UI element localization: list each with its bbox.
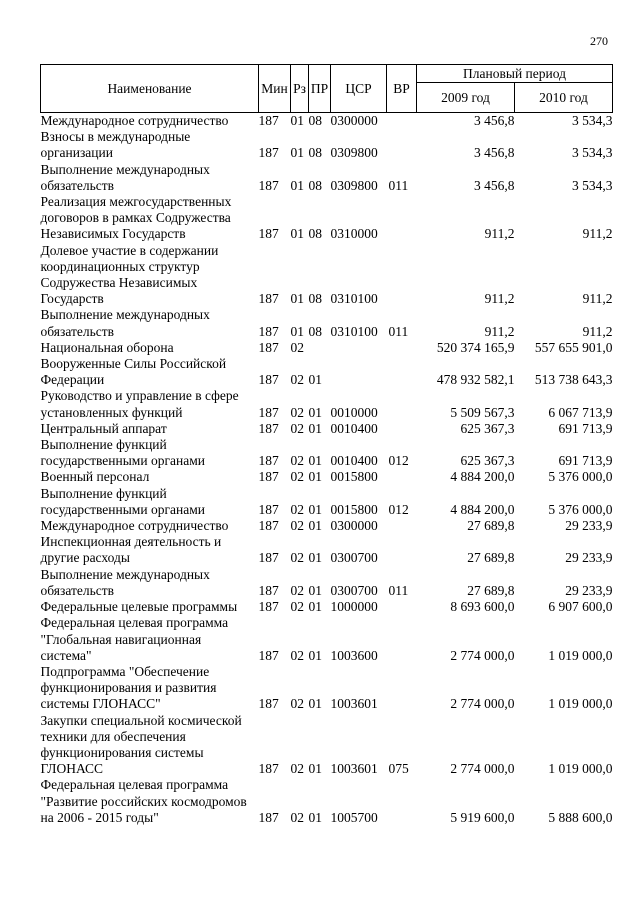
row-name-line: Международное сотрудничество xyxy=(40,518,229,534)
row-name-line: Реализация межгосударственных xyxy=(40,194,232,210)
row-rz: 02 xyxy=(290,372,304,388)
row-name-line: другие расходы xyxy=(40,550,130,566)
row-pr: 01 xyxy=(308,453,322,469)
row-name-line: организации xyxy=(40,145,113,161)
row-rz: 01 xyxy=(290,113,304,128)
row-csr xyxy=(331,356,387,388)
row-name-line: Выполнение международных xyxy=(40,161,210,177)
row-min: 187 xyxy=(258,145,279,161)
row-csr: 1005700 xyxy=(330,809,378,825)
row-value-2009: 27 689,8 xyxy=(467,518,515,534)
row-name xyxy=(41,664,259,713)
header-planning-period: Плановый период xyxy=(417,65,613,83)
row-name-line: Закупки специальной космической xyxy=(40,712,242,728)
row-vr xyxy=(387,356,417,388)
row-rz: 01 xyxy=(290,226,304,242)
row-rz: 02 xyxy=(290,404,304,420)
row-value-2010: 6 067 713,9 xyxy=(548,404,613,420)
row-rz: 02 xyxy=(290,696,304,712)
row-value-2009: 625 367,3 xyxy=(460,420,515,436)
row-name xyxy=(41,486,259,518)
table-row xyxy=(41,567,613,599)
table-row xyxy=(41,388,613,420)
row-min: 187 xyxy=(258,113,279,128)
row-min: 187 xyxy=(258,550,279,566)
table-row xyxy=(41,307,613,339)
row-csr: 0015800 xyxy=(330,469,378,485)
row-name-line: Взносы в международные xyxy=(40,129,191,145)
row-name xyxy=(41,162,259,194)
row-rz: 02 xyxy=(290,518,304,534)
row-rz: 02 xyxy=(290,469,304,485)
row-name xyxy=(41,243,259,308)
row-csr xyxy=(331,340,387,356)
row-value-2010: 911,2 xyxy=(582,226,613,242)
row-vr: 011 xyxy=(388,323,409,339)
row-name xyxy=(41,437,259,469)
table-header xyxy=(41,65,613,113)
row-name-line: Выполнение функций xyxy=(40,437,167,453)
row-min: 187 xyxy=(258,696,279,712)
row-name-line: Международное сотрудничество xyxy=(40,113,229,128)
row-min: 187 xyxy=(258,339,279,355)
row-value-2010: 3 534,3 xyxy=(572,177,613,193)
row-pr: 08 xyxy=(308,291,322,307)
row-rz: 01 xyxy=(290,291,304,307)
row-value-2009: 8 693 600,0 xyxy=(450,599,515,615)
row-rz: 02 xyxy=(290,809,304,825)
row-value-2010: 3 534,3 xyxy=(572,145,613,161)
row-pr: 01 xyxy=(308,501,322,517)
row-pr: 08 xyxy=(308,226,322,242)
row-vr xyxy=(387,518,417,534)
table-row xyxy=(41,599,613,615)
row-csr: 0300000 xyxy=(330,113,378,128)
row-rz: 02 xyxy=(290,420,304,436)
row-csr: 0300700 xyxy=(330,550,378,566)
row-pr: 08 xyxy=(308,323,322,339)
row-value-2010: 29 233,9 xyxy=(565,582,613,598)
row-value-2009: 4 884 200,0 xyxy=(450,469,515,485)
row-name-line: техники для обеспечения xyxy=(40,728,186,744)
row-name xyxy=(41,518,259,534)
row-min: 187 xyxy=(258,599,279,615)
row-rz: 02 xyxy=(290,550,304,566)
row-vr xyxy=(387,194,417,243)
row-pr xyxy=(309,340,331,356)
row-name-line: на 2006 - 2015 годы" xyxy=(40,809,159,825)
row-name xyxy=(41,534,259,566)
table-row xyxy=(41,113,613,130)
row-min: 187 xyxy=(258,323,279,339)
row-name xyxy=(41,356,259,388)
row-csr: 0010000 xyxy=(330,404,378,420)
row-name xyxy=(41,615,259,664)
row-vr xyxy=(387,388,417,420)
row-value-2010: 911,2 xyxy=(582,291,613,307)
row-name-line: "Развитие российских космодромов xyxy=(40,793,247,809)
row-value-2009: 3 456,8 xyxy=(474,113,515,128)
table-row xyxy=(41,777,613,826)
row-rz: 01 xyxy=(290,323,304,339)
table-row xyxy=(41,243,613,308)
row-min: 187 xyxy=(258,404,279,420)
row-value-2010: 557 655 901,0 xyxy=(534,339,613,355)
row-value-2010: 5 888 600,0 xyxy=(548,809,613,825)
row-vr xyxy=(387,129,417,161)
row-pr: 08 xyxy=(308,145,322,161)
row-name-line: Выполнение международных xyxy=(40,566,210,582)
row-name-line: Независимых Государств xyxy=(40,226,186,242)
row-name-line: Центральный аппарат xyxy=(40,420,167,436)
row-value-2010: 691 713,9 xyxy=(558,453,613,469)
row-rz: 02 xyxy=(290,501,304,517)
table-row xyxy=(41,421,613,437)
row-min: 187 xyxy=(258,420,279,436)
row-name-line: функционирования системы xyxy=(40,744,204,760)
row-value-2009: 27 689,8 xyxy=(467,550,515,566)
row-name-line: координационных структур xyxy=(40,258,200,274)
row-min: 187 xyxy=(258,453,279,469)
row-vr xyxy=(387,664,417,713)
table-row xyxy=(41,518,613,534)
header-vr: ВР xyxy=(387,65,417,113)
row-vr xyxy=(387,777,417,826)
row-vr: 011 xyxy=(388,582,409,598)
row-min: 187 xyxy=(258,518,279,534)
row-value-2009: 2 774 000,0 xyxy=(450,761,515,777)
row-name xyxy=(41,340,259,356)
header-min: Мин xyxy=(259,65,291,113)
row-name xyxy=(41,194,259,243)
row-name xyxy=(41,307,259,339)
row-csr: 0310100 xyxy=(330,323,378,339)
row-min: 187 xyxy=(258,501,279,517)
table-row xyxy=(41,194,613,243)
row-rz: 01 xyxy=(290,145,304,161)
row-name-line: функционирования и развития xyxy=(40,680,217,696)
row-rz: 02 xyxy=(290,339,304,355)
row-value-2010: 3 534,3 xyxy=(572,113,613,128)
table-row xyxy=(41,713,613,778)
row-rz: 02 xyxy=(290,599,304,615)
row-min: 187 xyxy=(258,372,279,388)
row-min: 187 xyxy=(258,809,279,825)
row-pr: 01 xyxy=(308,372,322,388)
row-csr: 0310000 xyxy=(330,226,378,242)
row-vr: 012 xyxy=(388,453,409,469)
row-name-line: Выполнение международных xyxy=(40,307,210,323)
page-number: 270 xyxy=(590,34,608,48)
row-min: 187 xyxy=(258,469,279,485)
row-vr xyxy=(387,421,417,437)
row-value-2010: 29 233,9 xyxy=(565,550,613,566)
row-name-line: обязательств xyxy=(40,177,115,193)
header-pr: ПР xyxy=(309,65,331,113)
header-year-2010: 2010 год xyxy=(515,83,613,113)
row-value-2009: 911,2 xyxy=(484,226,515,242)
table-row xyxy=(41,162,613,194)
row-name-line: Содружества Независимых xyxy=(40,275,198,291)
row-name-line: ГЛОНАСС xyxy=(40,761,104,777)
row-value-2010: 6 907 600,0 xyxy=(548,599,613,615)
row-csr: 1000000 xyxy=(330,599,378,615)
header-csr: ЦСР xyxy=(331,65,387,113)
row-value-2010: 29 233,9 xyxy=(565,518,613,534)
row-name-line: Федеральная целевая программа xyxy=(40,777,229,793)
row-csr: 0309800 xyxy=(330,145,378,161)
row-vr: 075 xyxy=(388,761,409,777)
row-rz: 02 xyxy=(290,761,304,777)
row-rz: 01 xyxy=(290,177,304,193)
row-name-line: Государств xyxy=(40,291,104,307)
row-vr xyxy=(387,340,417,356)
row-name-line: Подпрограмма "Обеспечение xyxy=(40,663,210,679)
row-min: 187 xyxy=(258,291,279,307)
row-value-2009: 5 509 567,3 xyxy=(450,404,515,420)
row-value-2010: 1 019 000,0 xyxy=(548,647,613,663)
row-value-2009: 520 374 165,9 xyxy=(436,339,515,355)
row-name-line: государственными органами xyxy=(40,501,205,517)
row-name xyxy=(41,777,259,826)
budget-table xyxy=(40,64,613,826)
row-pr: 08 xyxy=(308,113,322,128)
row-vr xyxy=(387,615,417,664)
row-value-2009: 911,2 xyxy=(484,323,515,339)
row-value-2009: 3 456,8 xyxy=(474,177,515,193)
row-pr: 01 xyxy=(308,696,322,712)
row-rz: 02 xyxy=(290,582,304,598)
row-vr xyxy=(387,113,417,130)
row-name-line: обязательств xyxy=(40,323,115,339)
row-name-line: Руководство и управление в сфере xyxy=(40,388,239,404)
row-vr xyxy=(387,599,417,615)
row-value-2009: 478 932 582,1 xyxy=(436,372,515,388)
row-name-line: Долевое участие в содержании xyxy=(40,242,219,258)
row-name-line: государственными органами xyxy=(40,453,205,469)
row-pr: 01 xyxy=(308,809,322,825)
row-csr: 0309800 xyxy=(330,177,378,193)
row-vr xyxy=(387,534,417,566)
row-csr: 0300000 xyxy=(330,518,378,534)
row-name-line: Инспекционная деятельность и xyxy=(40,534,222,550)
table-body xyxy=(41,113,613,826)
row-name xyxy=(41,421,259,437)
row-name-line: Федеральные целевые программы xyxy=(40,599,238,615)
row-vr: 011 xyxy=(388,177,409,193)
header-rz: Рз xyxy=(291,65,309,113)
row-rz: 02 xyxy=(290,453,304,469)
row-csr: 0010400 xyxy=(330,453,378,469)
row-name xyxy=(41,388,259,420)
row-name-line: "Глобальная навигационная xyxy=(40,631,202,647)
row-csr: 1003600 xyxy=(330,647,378,663)
row-name xyxy=(41,567,259,599)
row-csr: 0010400 xyxy=(330,420,378,436)
row-pr: 08 xyxy=(308,177,322,193)
row-value-2009: 2 774 000,0 xyxy=(450,696,515,712)
row-name-line: Национальная оборона xyxy=(40,339,174,355)
row-csr: 0310100 xyxy=(330,291,378,307)
table-row xyxy=(41,615,613,664)
row-name-line: системы ГЛОНАСС" xyxy=(40,696,161,712)
row-pr: 01 xyxy=(308,550,322,566)
row-min: 187 xyxy=(258,226,279,242)
row-name-line: Военный персонал xyxy=(40,469,150,485)
row-name-line: договоров в рамках Содружества xyxy=(40,210,231,226)
row-name xyxy=(41,469,259,485)
table-row xyxy=(41,664,613,713)
row-csr: 1003601 xyxy=(330,761,378,777)
row-min: 187 xyxy=(258,582,279,598)
row-value-2009: 4 884 200,0 xyxy=(450,501,515,517)
row-name-line: Выполнение функций xyxy=(40,485,167,501)
row-pr: 01 xyxy=(308,582,322,598)
row-name xyxy=(41,599,259,615)
row-name-line: Вооруженные Силы Российской xyxy=(40,356,227,372)
row-value-2009: 2 774 000,0 xyxy=(450,647,515,663)
row-pr: 01 xyxy=(308,404,322,420)
row-vr xyxy=(387,243,417,308)
row-min: 187 xyxy=(258,761,279,777)
row-value-2010: 691 713,9 xyxy=(558,420,613,436)
row-value-2009: 3 456,8 xyxy=(474,145,515,161)
header-year-2009: 2009 год xyxy=(417,83,515,113)
row-csr: 0015800 xyxy=(330,501,378,517)
table-row xyxy=(41,437,613,469)
row-value-2010: 1 019 000,0 xyxy=(548,696,613,712)
row-name xyxy=(41,713,259,778)
row-pr: 01 xyxy=(308,469,322,485)
row-rz: 02 xyxy=(290,647,304,663)
row-min: 187 xyxy=(258,177,279,193)
row-name-line: Федерации xyxy=(40,372,105,388)
table-row xyxy=(41,340,613,356)
row-pr: 01 xyxy=(308,518,322,534)
row-pr: 01 xyxy=(308,599,322,615)
row-name-line: обязательств xyxy=(40,582,115,598)
row-value-2010: 5 376 000,0 xyxy=(548,469,613,485)
row-min: 187 xyxy=(258,647,279,663)
row-name-line: установленных функций xyxy=(40,404,183,420)
row-value-2009: 27 689,8 xyxy=(467,582,515,598)
row-value-2010: 5 376 000,0 xyxy=(548,501,613,517)
table-row xyxy=(41,486,613,518)
row-value-2009: 625 367,3 xyxy=(460,453,515,469)
table-row xyxy=(41,129,613,161)
row-name xyxy=(41,113,259,130)
row-pr: 01 xyxy=(308,647,322,663)
row-value-2010: 513 738 643,3 xyxy=(534,372,613,388)
row-vr: 012 xyxy=(388,501,409,517)
row-value-2010: 1 019 000,0 xyxy=(548,761,613,777)
row-name-line: Федеральная целевая программа xyxy=(40,615,229,631)
header-name: Наименование xyxy=(41,65,259,113)
row-value-2010: 911,2 xyxy=(582,323,613,339)
table-row xyxy=(41,534,613,566)
table-row xyxy=(41,356,613,388)
row-name xyxy=(41,129,259,161)
row-value-2009: 911,2 xyxy=(484,291,515,307)
row-pr: 01 xyxy=(308,420,322,436)
row-csr: 0300700 xyxy=(330,582,378,598)
row-vr xyxy=(387,469,417,485)
table-row xyxy=(41,469,613,485)
row-value-2009: 5 919 600,0 xyxy=(450,809,515,825)
row-pr: 01 xyxy=(308,761,322,777)
row-csr: 1003601 xyxy=(330,696,378,712)
row-name-line: система" xyxy=(40,647,92,663)
